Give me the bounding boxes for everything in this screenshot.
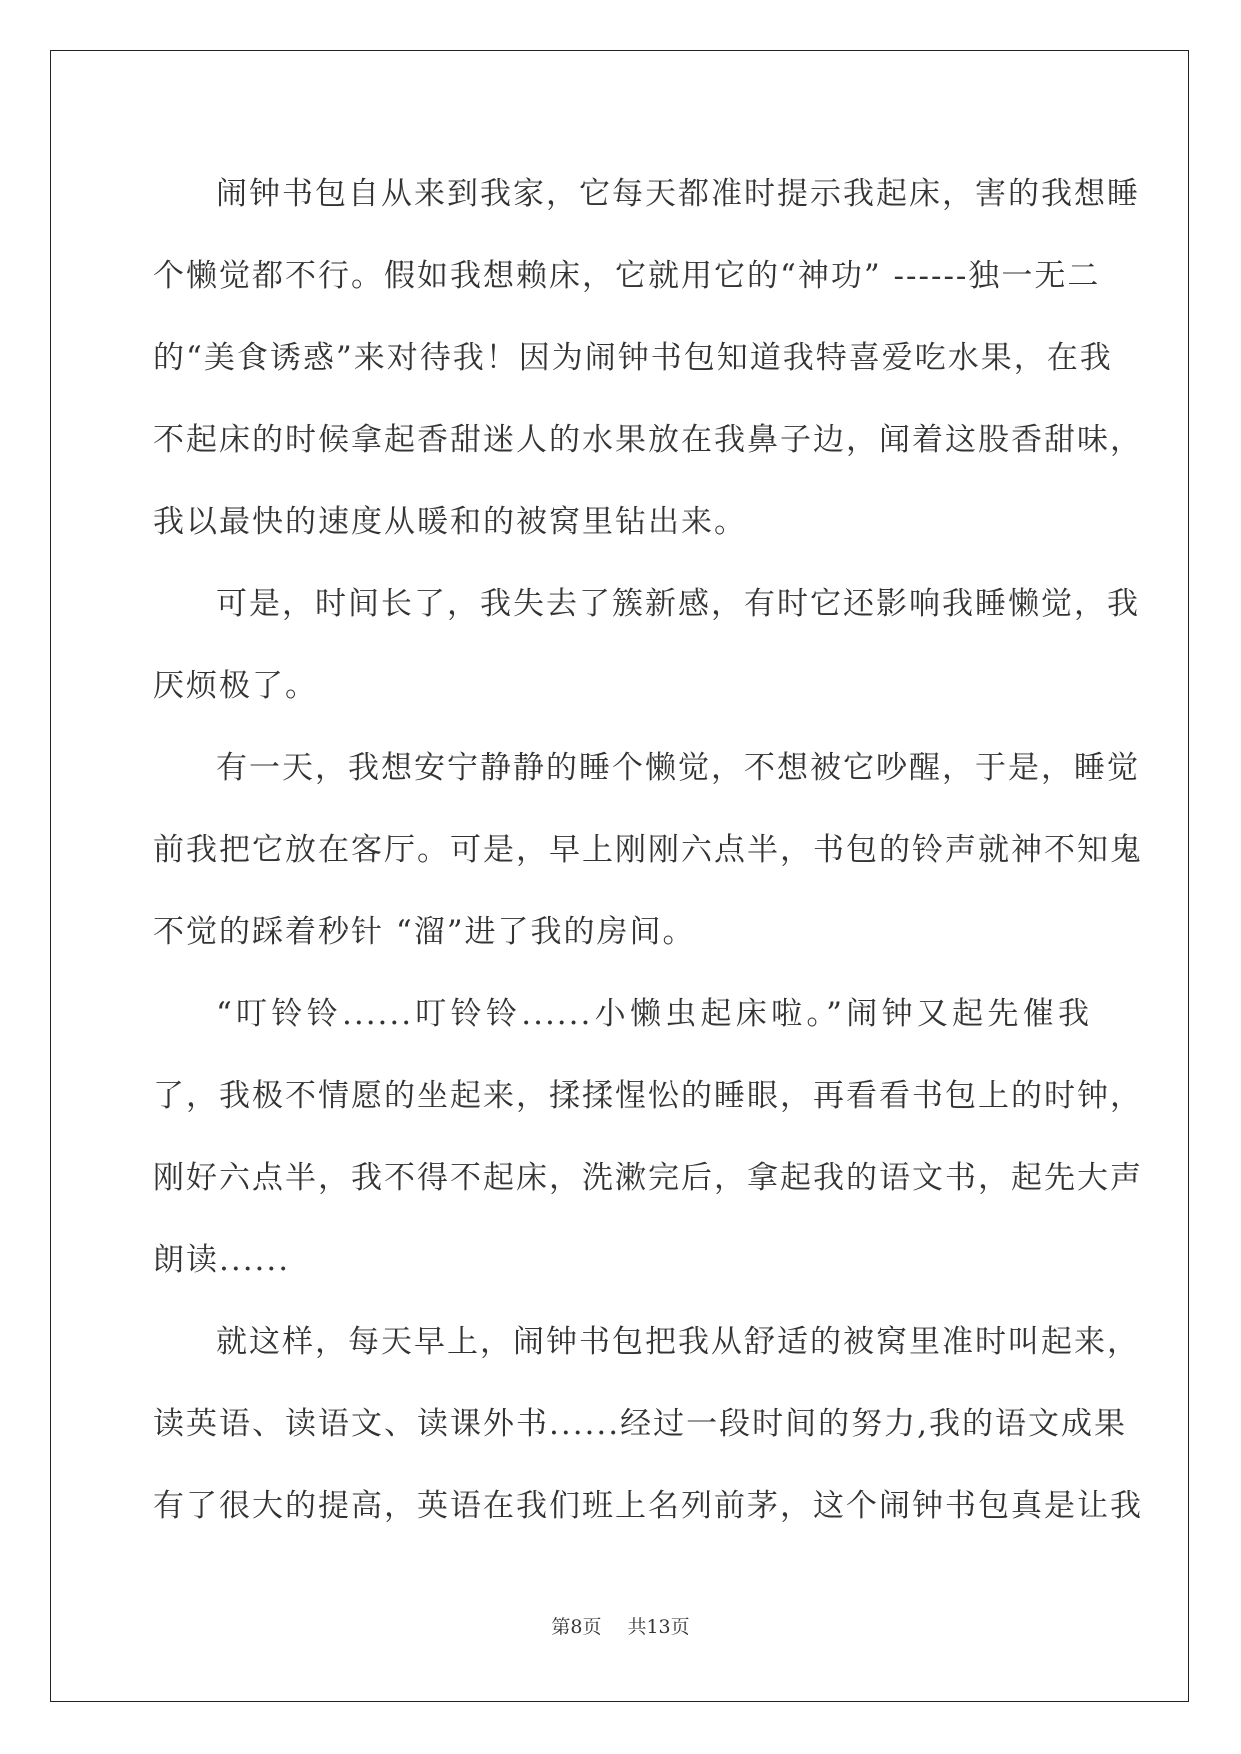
- page-footer: [0, 1612, 1241, 1639]
- text-line: 我以最快的速度从暖和的被窝里钻出来。: [153, 504, 747, 540]
- page-number: 第8页: [551, 1616, 602, 1638]
- text-line: 厌烦极了。: [153, 668, 318, 704]
- paragraph-2: [153, 571, 1140, 735]
- paragraph-5: [153, 1309, 1143, 1555]
- text-line: 刚好六点半，我不得不起床，洗漱完后，拿起我的语文书，起先大声: [153, 1160, 1143, 1196]
- text-line: 读英语、读语文、读课外书......经过一段时间的努力,我的语文成果: [153, 1406, 1127, 1442]
- paragraph-1: [153, 161, 1143, 571]
- text-line: 了，我极不情愿的坐起来，揉揉惺忪的睡眼，再看看书包上的时钟，: [153, 1078, 1143, 1114]
- total-pages: 共13页: [627, 1616, 690, 1638]
- text-line: 朗读......: [153, 1242, 291, 1278]
- paragraph-4: [153, 981, 1143, 1309]
- document-body: [153, 161, 1143, 1555]
- text-line: 不觉的踩着秒针 “溜”进了我的房间。: [153, 914, 696, 950]
- paragraph-3: [153, 735, 1143, 981]
- text-line: “叮铃铃......叮铃铃......小懒虫起床啦。”闹钟又起先催我: [216, 996, 1091, 1032]
- text-line: 闹钟书包自从来到我家，它每天都准时提示我起床，害的我想睡: [216, 176, 1140, 212]
- text-line: 前我把它放在客厅。可是，早上刚刚六点半，书包的铃声就神不知鬼: [153, 832, 1143, 868]
- text-line: 就这样，每天早上，闹钟书包把我从舒适的被窝里准时叫起来，: [216, 1324, 1140, 1360]
- text-line: 个懒觉都不行。假如我想赖床，它就用它的“神功” ------独一无二: [153, 258, 1101, 294]
- text-line: 有一天，我想安宁静静的睡个懒觉，不想被它吵醒，于是，睡觉: [216, 750, 1140, 786]
- text-line: 可是，时间长了，我失去了簇新感，有时它还影响我睡懒觉，我: [216, 586, 1140, 622]
- text-line: 的“美食诱惑”来对待我！因为闹钟书包知道我特喜爱吃水果，在我: [153, 340, 1113, 376]
- text-line: 不起床的时候拿起香甜迷人的水果放在我鼻子边，闻着这股香甜味，: [153, 422, 1143, 458]
- text-line: 有了很大的提高，英语在我们班上名列前茅，这个闹钟书包真是让我: [153, 1488, 1143, 1524]
